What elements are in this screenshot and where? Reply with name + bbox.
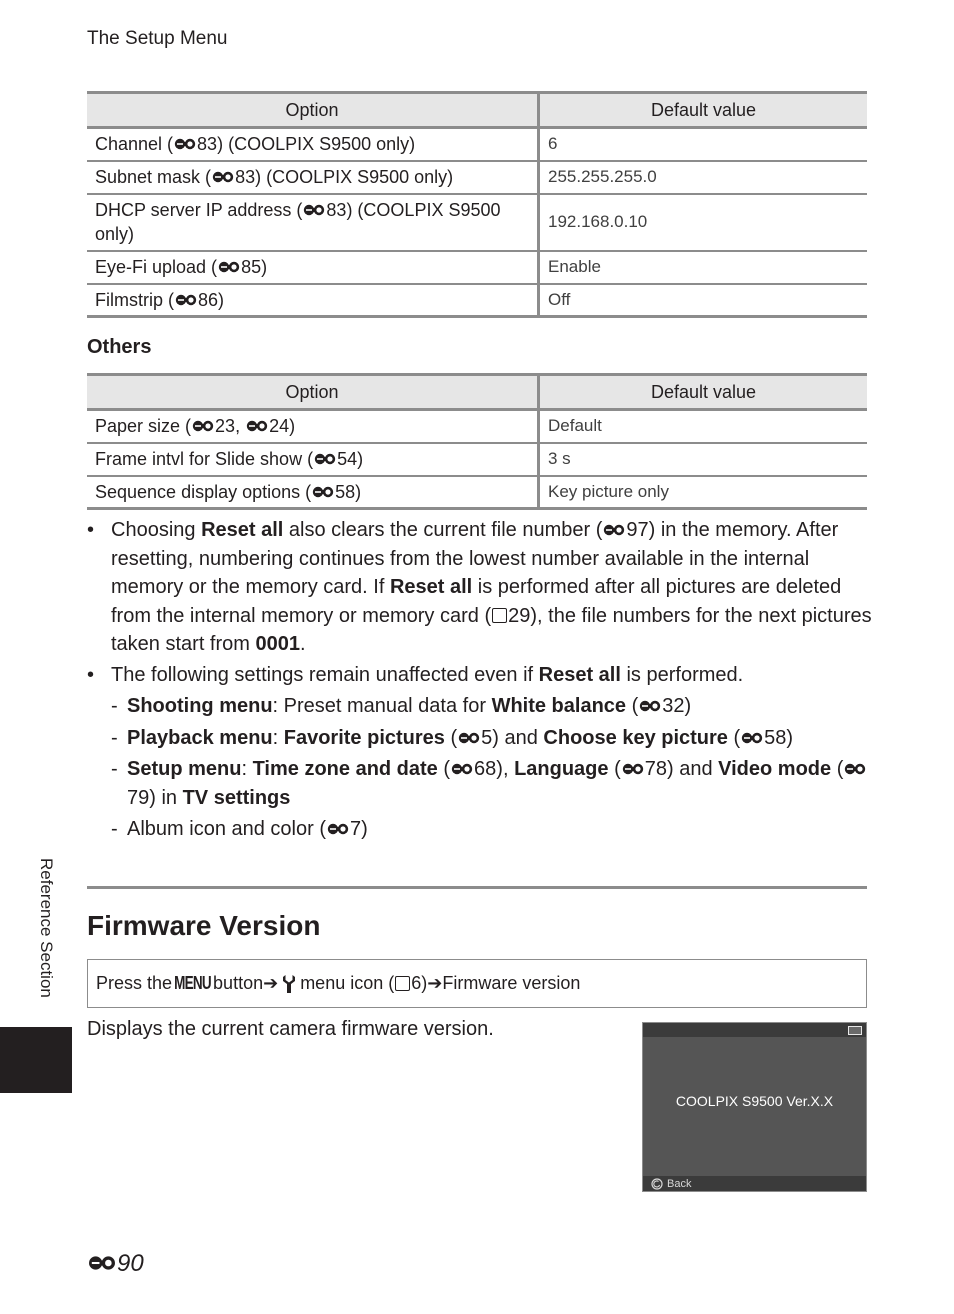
table-row — [87, 251, 867, 284]
column-header-default: Default value — [539, 375, 868, 410]
e-reference-icon — [212, 170, 234, 184]
book-reference-icon — [395, 976, 410, 991]
column-header-default: Default value — [539, 93, 868, 128]
sub-item-album-icon: - Album icon and color ( 7) — [111, 818, 368, 840]
others-defaults-table — [87, 373, 867, 510]
e-reference-icon — [327, 822, 349, 836]
wrench-icon — [282, 975, 296, 993]
note-unaffected-settings: • The following settings remain unaffected even if Reset all is performed. — [87, 661, 877, 690]
e-reference-icon — [312, 485, 334, 499]
camera-screen — [642, 1022, 867, 1192]
table-row — [87, 443, 867, 476]
default-value-cell: 192.168.0.10 — [539, 194, 868, 251]
setup-defaults-table — [87, 91, 867, 318]
running-header: The Setup Menu — [87, 28, 228, 49]
battery-icon — [848, 1026, 862, 1035]
back-label: Back — [667, 1178, 692, 1190]
sub-item-shooting-menu: - Shooting menu: Preset manual data for White balance ( 32) — [111, 695, 692, 717]
option-cell: Sequence display options ( 58) — [87, 476, 539, 509]
table-row — [87, 194, 867, 251]
default-value-cell: 255.255.255.0 — [539, 161, 868, 194]
option-cell: Eye-Fi upload ( 85) — [87, 251, 539, 284]
e-reference-icon — [844, 762, 866, 776]
others-heading: Others — [87, 336, 152, 358]
e-reference-icon — [192, 419, 214, 433]
option-cell: DHCP server IP address ( 83) (COOLPIX S9500 only) — [87, 194, 539, 251]
back-icon — [651, 1178, 663, 1190]
screen-bottom-bar — [643, 1176, 866, 1191]
option-cell: Channel ( 83) (COOLPIX S9500 only) — [95, 134, 416, 155]
option-cell: Paper size ( 23, 24) — [95, 416, 296, 437]
default-value-cell: 3 s — [539, 443, 868, 476]
option-cell: Frame intvl for Slide show ( 54) — [87, 443, 539, 476]
e-reference-icon — [303, 203, 325, 217]
e-reference-icon — [246, 419, 268, 433]
screen-top-bar — [643, 1023, 866, 1037]
notes-list — [87, 516, 877, 844]
page-number: 90 — [87, 1250, 144, 1278]
e-reference-icon — [218, 260, 240, 274]
table-row — [87, 476, 867, 509]
column-header-option: Option — [87, 375, 539, 410]
option-cell: Subnet mask ( 83) (COOLPIX S9500 only) — [87, 161, 539, 194]
book-reference-icon — [492, 608, 507, 623]
side-section-tab — [0, 1027, 72, 1093]
table-row — [87, 161, 867, 194]
table-row — [87, 284, 867, 317]
e-reference-icon — [174, 137, 196, 151]
e-reference-icon — [741, 731, 763, 745]
arrow-right-icon: ➔ — [427, 973, 443, 994]
menu-button-icon: MENU — [174, 973, 211, 993]
option-cell: Filmstrip ( 86) — [87, 284, 539, 317]
e-reference-icon — [603, 523, 625, 537]
e-reference-icon — [175, 293, 197, 307]
firmware-description: Displays the current camera firmware version. — [87, 1018, 494, 1040]
e-reference-icon — [451, 762, 473, 776]
e-reference-icon — [622, 762, 644, 776]
section-title: Firmware Version — [87, 910, 321, 941]
e-reference-icon — [639, 699, 661, 713]
column-header-option: Option — [87, 93, 539, 128]
default-value-cell: Enable — [539, 251, 868, 284]
note-reset-file-number: • Choosing Reset all also clears the current file number ( 97) in the memory. After resetting, numbering continues from the lowest number available in the internal memory or the memory card. If Reset all is performed after all pictures are deleted from the internal memory or memory card ( 29), the file numbers for the next pictures taken start from 0001. — [87, 516, 877, 659]
side-section-label: Reference Section — [37, 858, 56, 998]
sub-item-playback-menu: - Playback menu: Favorite pictures ( 5) and Choose key picture ( 58) — [111, 726, 794, 749]
default-value-cell: 6 — [539, 128, 868, 161]
arrow-right-icon: ➔ — [263, 973, 279, 994]
table-row — [87, 410, 867, 443]
table-row — [87, 128, 867, 161]
e-reference-icon — [314, 452, 336, 466]
e-reference-icon — [458, 731, 480, 745]
default-value-cell: Key picture only — [539, 476, 868, 509]
firmware-version-text: COOLPIX S9500 Ver.X.X — [675, 1093, 834, 1109]
section-divider — [87, 886, 867, 889]
default-value-cell: Off — [539, 284, 868, 317]
default-value-cell: Default — [539, 410, 868, 443]
navigation-box: Press the MENU button ➔ menu icon ( 6 ) ➔ Firmware version — [87, 959, 867, 1008]
sub-item-setup-menu: - Setup menu: Time zone and date ( 68), Language ( 78) and Video mode ( 79) in TV settings — [87, 755, 877, 812]
e-reference-icon — [88, 1254, 116, 1272]
